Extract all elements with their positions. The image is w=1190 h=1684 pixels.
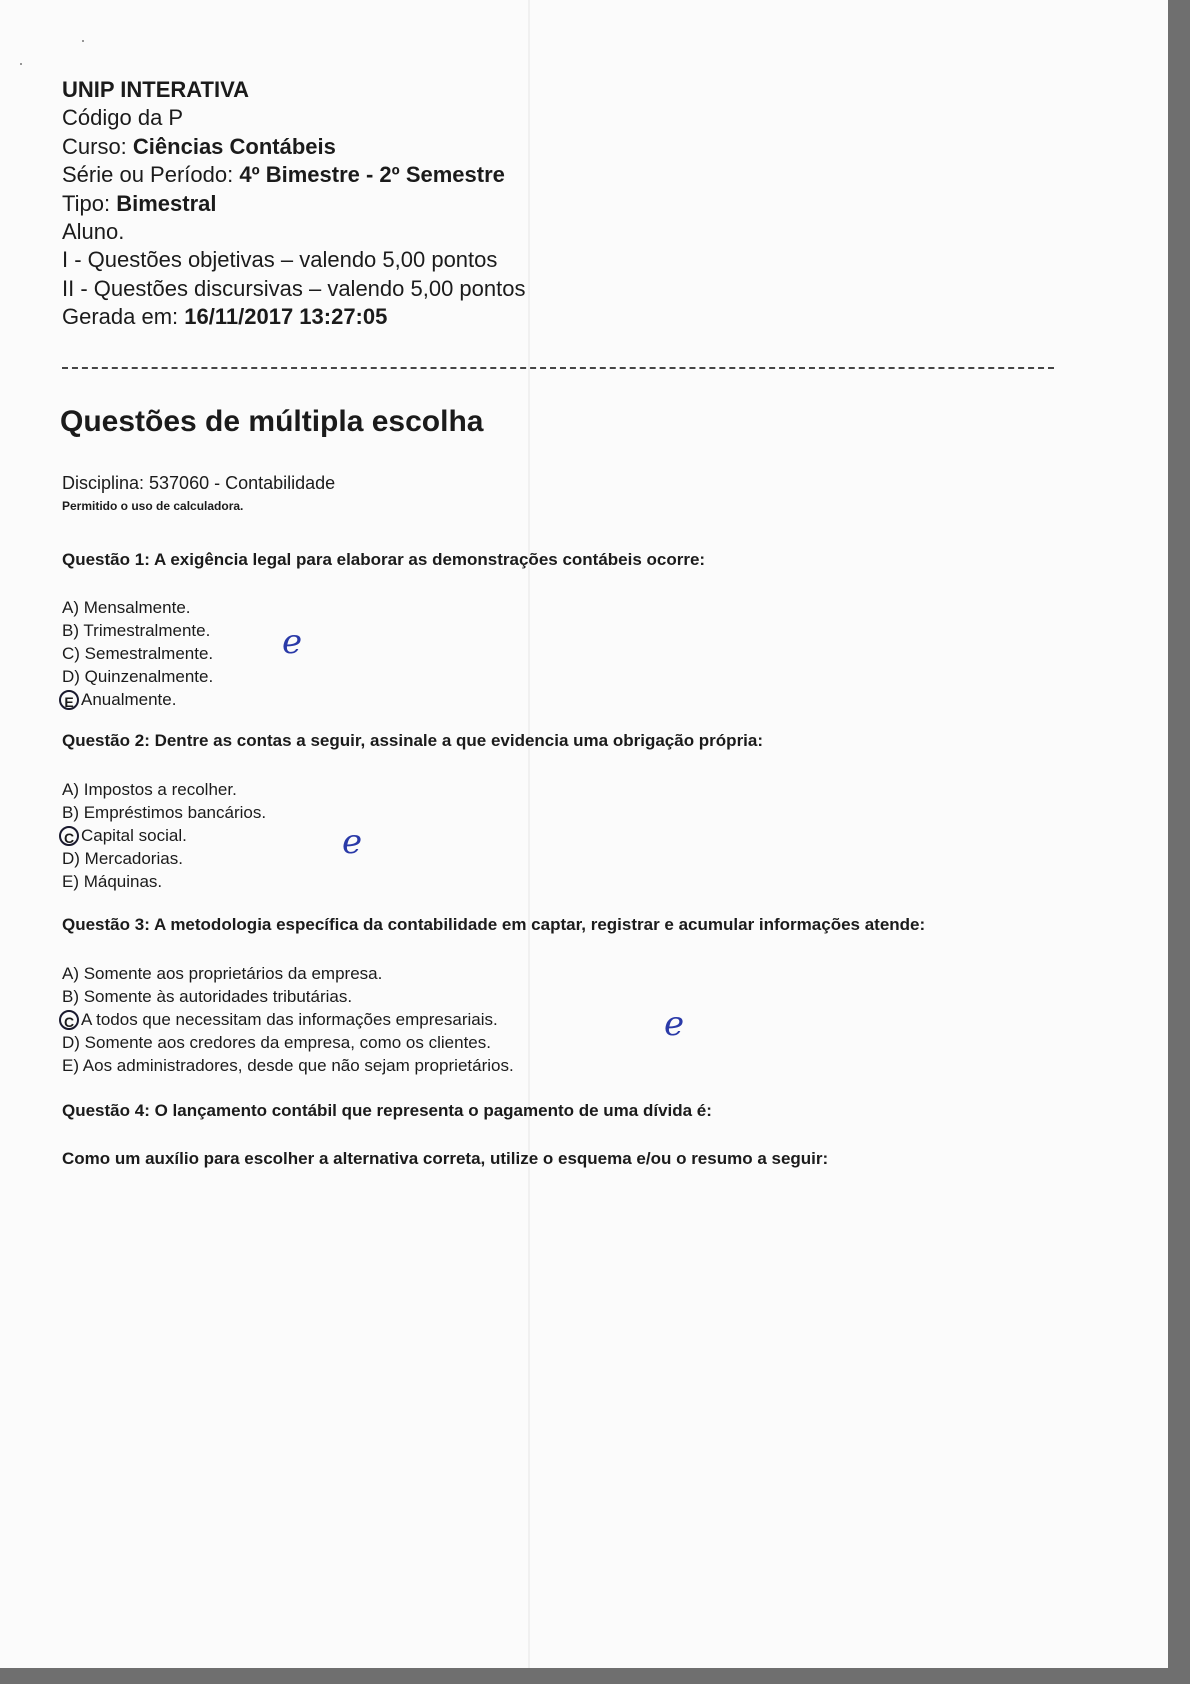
question-4-hint: Como um auxílio para escolher a alternativa correta, utilize o esquema e/ou o resumo a seguir:	[62, 1149, 829, 1168]
scan-speck	[20, 63, 22, 65]
objective-points-line: I - Questões objetivas – valendo 5,00 pontos	[62, 247, 498, 273]
exam-header	[62, 76, 525, 332]
scan-speck	[82, 40, 84, 42]
option-d: D) Somente aos credores da empresa, como os clientes.	[62, 1033, 491, 1052]
exam-code-line: Código da P	[62, 105, 184, 131]
question-2-title: Questão 2: Dentre as contas a seguir, assinale a que evidencia uma obrigação própria:	[62, 731, 764, 750]
circled-letter: C	[59, 1010, 79, 1030]
circled-letter: C	[59, 826, 79, 846]
section-title: Questões de múltipla escolha	[60, 405, 484, 438]
calculator-note: Permitido o uso de calculadora.	[62, 499, 244, 513]
option-c: C) Semestralmente.	[62, 644, 214, 663]
question-4-title: Questão 4: O lançamento contábil que representa o pagamento de uma dívida é:	[62, 1101, 712, 1120]
question-1-options	[62, 596, 213, 711]
option-d: D) Quinzenalmente.	[62, 667, 214, 686]
handwritten-mark: e	[664, 1004, 685, 1044]
discursive-points-line: II - Questões discursivas – valendo 5,00 pontos	[62, 275, 526, 301]
question-3-options	[62, 962, 514, 1077]
option-e: E) Máquinas.	[62, 872, 163, 891]
handwritten-mark: e	[342, 822, 363, 862]
option-b: B) Trimestralmente.	[62, 621, 211, 640]
option-d: D) Mercadorias.	[62, 849, 183, 868]
page-fold	[528, 0, 530, 1668]
type-line: Tipo: Bimestral	[62, 190, 217, 216]
discipline-line: Disciplina: 537060 - Contabilidade	[62, 473, 336, 493]
handwritten-mark: e	[282, 622, 303, 662]
period-line: Série ou Período: 4º Bimestre - 2º Semestre	[62, 162, 505, 188]
option-e: E) Aos administradores, desde que não sejam proprietários.	[62, 1056, 514, 1075]
option-b: B) Empréstimos bancários.	[62, 803, 267, 822]
dashed-divider	[62, 367, 1054, 369]
question-1-title: Questão 1: A exigência legal para elaborar as demonstrações contábeis ocorre:	[62, 550, 706, 569]
course-line: Curso: Ciências Contábeis	[62, 133, 336, 159]
option-a: A) Mensalmente.	[62, 598, 191, 617]
question-2-options	[62, 778, 266, 893]
generated-line: Gerada em: 16/11/2017 13:27:05	[62, 304, 388, 330]
institution-name: UNIP INTERATIVA	[62, 77, 250, 102]
option-b: B) Somente às autoridades tributárias.	[62, 987, 353, 1006]
option-e-marked: E Anualmente.	[62, 688, 213, 711]
option-c-marked: C A todos que necessitam das informações empresariais.	[62, 1008, 514, 1031]
question-3-title: Questão 3: A metodologia específica da contabilidade em captar, registrar e acumular informações atende:	[62, 915, 926, 934]
option-a: A) Impostos a recolher.	[62, 780, 237, 799]
option-a: A) Somente aos proprietários da empresa.	[62, 964, 383, 983]
option-c-marked: C Capital social.	[62, 824, 266, 847]
circled-letter: E	[59, 690, 79, 710]
student-line: Aluno.	[62, 219, 125, 245]
